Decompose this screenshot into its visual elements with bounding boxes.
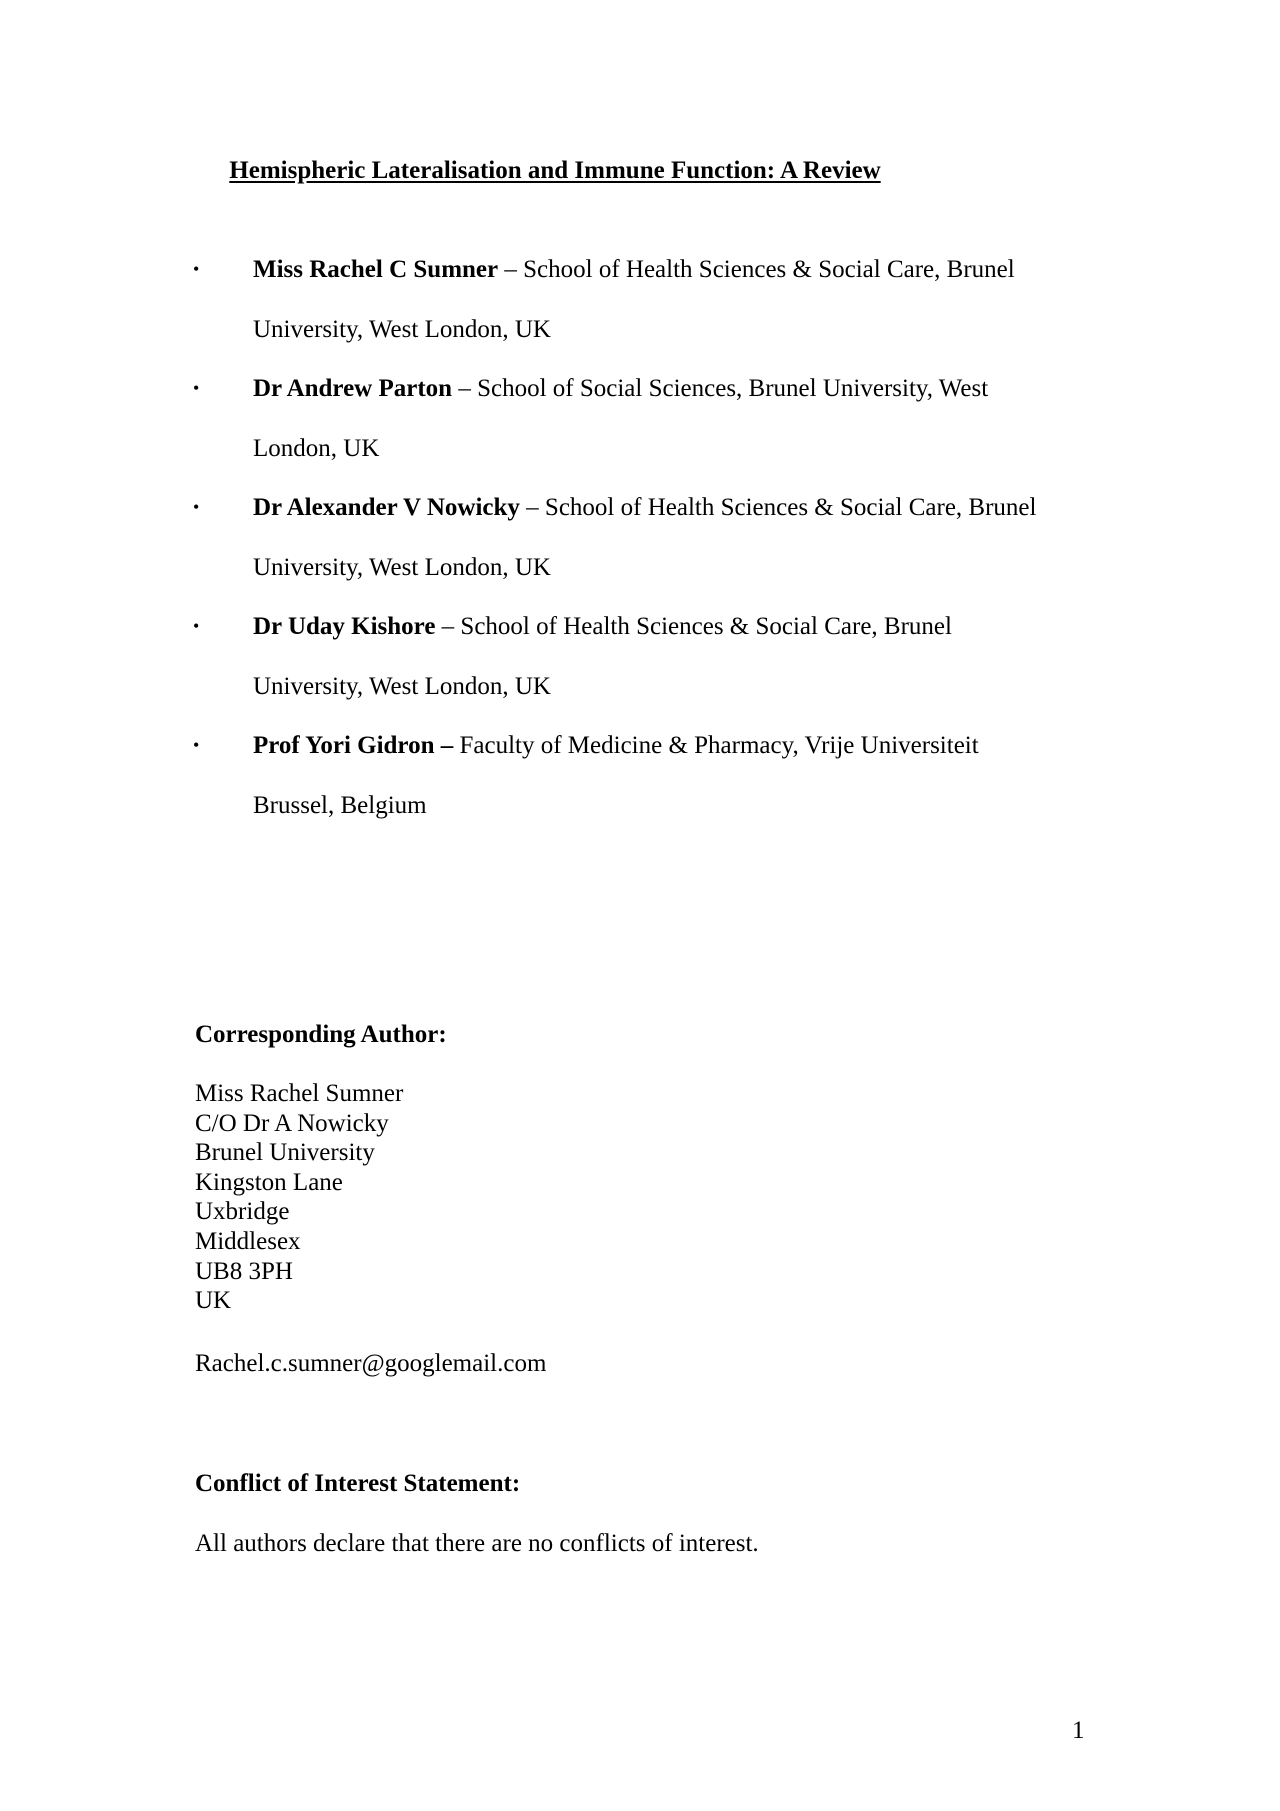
- author-separator: –: [452, 375, 478, 402]
- contact-email: Rachel.c.sumner@googlemail.com: [195, 1350, 547, 1377]
- author-name: Dr Andrew Parton: [253, 375, 453, 402]
- corresponding-author-section: [195, 1018, 1095, 1052]
- author-name: Prof Yori Gidron –: [253, 732, 454, 759]
- author-name: Dr Uday Kishore: [253, 613, 436, 640]
- author-separator: –: [435, 613, 461, 640]
- address-line: UB8 3PH: [195, 1257, 293, 1285]
- bullet-icon: •: [193, 378, 200, 398]
- author-item-nowicky: [166, 478, 1106, 597]
- paper-title: Hemispheric Lateralisation and Immune Function: A Review: [229, 157, 881, 184]
- author-name: Dr Alexander V Nowicky: [253, 494, 520, 521]
- address-line: UK: [195, 1287, 232, 1315]
- bullet-icon: •: [193, 735, 200, 755]
- bullet-icon: •: [193, 616, 200, 636]
- bullet-icon: •: [193, 259, 200, 279]
- author-affiliation: Faculty of Medicine & Pharmacy, Vrije Universiteit: [459, 732, 979, 759]
- conflict-of-interest-heading: Conflict of Interest Statement:: [195, 1470, 521, 1497]
- address-line: Kingston Lane: [195, 1168, 343, 1196]
- author-affiliation-continued: University, West London, UK: [253, 315, 551, 343]
- address-line: Uxbridge: [195, 1198, 290, 1226]
- author-item-kishore: [166, 597, 1106, 716]
- conflict-of-interest-text: All authors declare that there are no conflicts of interest.: [195, 1530, 759, 1557]
- bullet-icon: •: [193, 497, 200, 517]
- author-name: Miss Rachel C Sumner: [253, 256, 499, 283]
- author-item-parton: [166, 359, 1106, 478]
- page-number: 1: [1072, 1717, 1085, 1744]
- author-affiliation-continued: University, West London, UK: [253, 553, 551, 581]
- author-separator: –: [519, 494, 545, 521]
- author-item-gidron: [166, 716, 1106, 835]
- author-list: [166, 240, 1106, 835]
- address-line: Brunel University: [195, 1139, 375, 1167]
- corresponding-author-heading: Corresponding Author:: [195, 1021, 447, 1048]
- author-affiliation-continued: London, UK: [253, 434, 380, 462]
- author-affiliation: School of Health Sciences & Social Care, Brunel: [460, 613, 952, 640]
- author-affiliation: School of Social Sciences, Brunel University, West: [477, 375, 989, 402]
- author-affiliation: School of Health Sciences & Social Care, Brunel: [544, 494, 1037, 521]
- author-affiliation: School of Health Sciences & Social Care, Brunel: [523, 256, 1015, 283]
- address-line: Miss Rachel Sumner: [195, 1080, 404, 1107]
- author-affiliation-continued: Brussel, Belgium: [253, 791, 427, 819]
- address-line: Middlesex: [195, 1227, 301, 1255]
- author-separator: –: [498, 256, 524, 283]
- author-affiliation-continued: University, West London, UK: [253, 672, 551, 700]
- postal-address: [195, 1079, 403, 1316]
- conflict-of-interest-section: [195, 1467, 1095, 1501]
- author-item-sumner: [166, 240, 1106, 359]
- address-line: C/O Dr A Nowicky: [195, 1109, 389, 1137]
